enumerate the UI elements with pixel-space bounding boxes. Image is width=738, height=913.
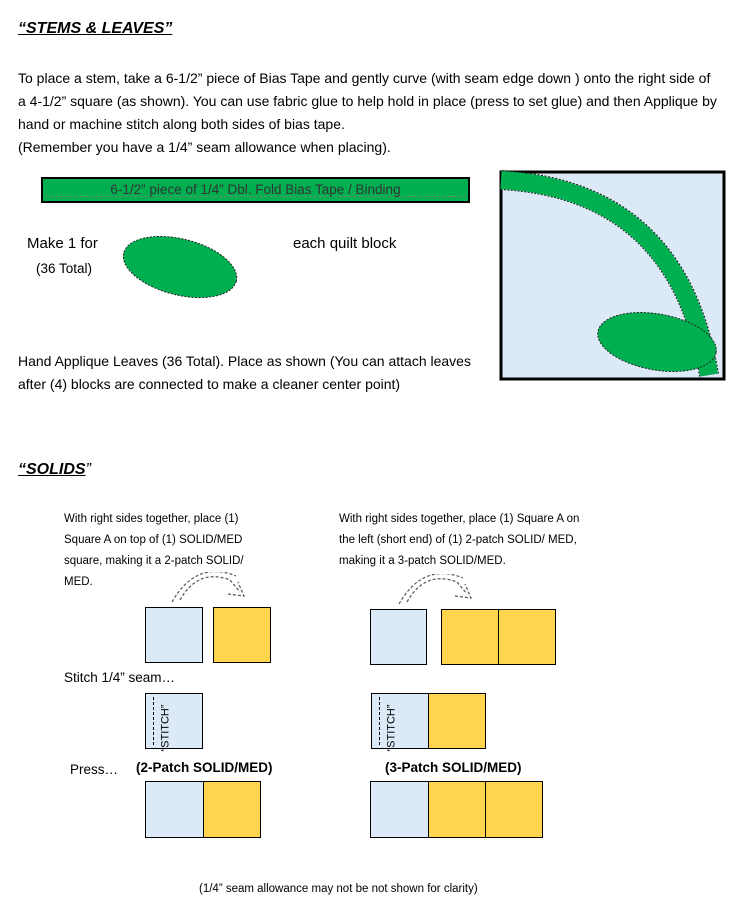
flip-arrow-icon-left <box>168 572 250 604</box>
leaf-shape <box>118 234 242 300</box>
square-a-left <box>145 607 203 663</box>
total-label: (36 Total) <box>36 261 93 276</box>
right-instruction: With right sides together, place (1) Square A on the left (short end) of (1) 2-patch SOLID/ MED, making it a 3-patch SOLID/MED. <box>339 513 580 567</box>
two-patch-blue <box>145 781 204 838</box>
solids-heading: “SOLIDS” <box>18 461 91 478</box>
three-patch-blue <box>370 781 429 838</box>
two-patch-yellow-1 <box>441 609 499 665</box>
stitch-text-left: “STITCH” <box>159 704 172 752</box>
bias-tape-label: 6-1/2” piece of 1/4” Dbl. Fold Bias Tape / Binding <box>110 182 401 197</box>
stitch-square-right <box>371 693 429 752</box>
square-a-right <box>370 609 427 665</box>
press-label: Press… <box>70 762 119 777</box>
stitch-text-right: “STITCH” <box>385 704 398 752</box>
solid-med-square <box>213 607 271 663</box>
two-patch-yellow-2 <box>498 609 556 665</box>
seam-allowance-note: (Remember you have a 1/4” seam allowance when placing). <box>18 139 391 155</box>
stems-leaves-heading: “STEMS & LEAVES” <box>18 20 173 37</box>
bias-tape-strip <box>41 177 470 203</box>
make-label: Make 1 for <box>27 235 98 252</box>
each-block-label: each quilt block <box>293 235 397 252</box>
stitch-square-left <box>145 693 203 752</box>
three-patch-label: (3-Patch SOLID/MED) <box>385 760 522 775</box>
flip-arrow-icon-right <box>395 574 477 606</box>
stitch-yellow-right <box>428 693 486 749</box>
left-instruction: With right sides together, place (1) Square A on top of (1) SOLID/MED square, making it a 2-patch SOLID/ MED. <box>64 513 244 588</box>
leaves-instructions: Hand Applique Leaves (36 Total). Place as shown (You can attach leaves after (4) blocks are connected to make a cleaner center point) <box>18 353 471 392</box>
stem-block-diagram <box>499 170 727 382</box>
three-patch-yellow-1 <box>428 781 486 838</box>
stitch-label: Stitch 1/4” seam… <box>64 670 176 685</box>
footnote: (1/4” seam allowance may not be not shown for clarity) <box>199 883 478 895</box>
two-patch-label: (2-Patch SOLID/MED) <box>136 760 273 775</box>
stems-paragraph: To place a stem, take a 6-1/2” piece of Bias Tape and gently curve (with seam edge down ) onto the right side of a 4-1/2” square (as shown). You can use fabric glue to help hold in place (press to set glue) and then Applique by hand or machine stitch along both sides of bias tape. <box>18 70 717 132</box>
three-patch-yellow-2 <box>485 781 543 838</box>
two-patch-yellow <box>203 781 261 838</box>
